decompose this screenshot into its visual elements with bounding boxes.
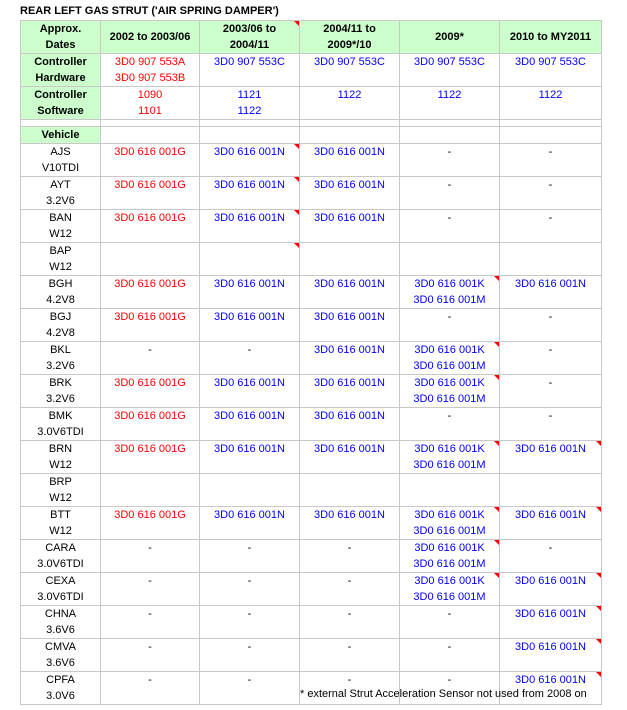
part-cell-4 <box>400 309 500 342</box>
part-cell-1-line-1: 3D0 616 001G <box>114 311 186 323</box>
part-cell-3-line-1: 3D0 616 001N <box>314 377 385 389</box>
part-cell-2-line-1: - <box>247 344 252 356</box>
software-cell-3 <box>300 87 400 120</box>
part-cell-5 <box>500 540 602 573</box>
vehicle-code: BRP <box>49 476 72 488</box>
software-cell-4 <box>400 87 500 120</box>
date-column-3-line-2: 2009*/10 <box>327 39 372 51</box>
vehicle-engine: 3.6V6 <box>46 657 75 669</box>
part-cell-1-line-1: 3D0 616 001G <box>114 179 186 191</box>
part-cell-5-line-1: - <box>548 179 553 191</box>
date-column-4-line-1: 2009* <box>435 31 464 43</box>
part-cell-4 <box>400 540 500 573</box>
vehicle-engine: 4.2V8 <box>46 327 75 339</box>
vehicle-code <box>21 276 101 309</box>
vehicle-code <box>21 210 101 243</box>
part-cell-3 <box>300 243 400 276</box>
part-cell-1 <box>101 243 200 276</box>
part-cell-3 <box>300 408 400 441</box>
part-cell-2-line-1: - <box>247 608 252 620</box>
part-cell-1-line-1: - <box>148 575 152 587</box>
vehicle-row-brn <box>21 441 602 474</box>
software-label-line-1: Controller <box>34 89 87 101</box>
part-cell-5-line-1: 3D0 616 001N <box>515 608 586 620</box>
part-cell-1 <box>101 672 200 705</box>
part-cell-1-line-1: - <box>148 674 152 686</box>
part-cell-4-line-1: - <box>447 179 452 191</box>
spacer-cell <box>21 120 101 127</box>
vehicle-engine: 4.2V8 <box>46 294 75 306</box>
vehicle-row-brk <box>21 375 602 408</box>
part-cell-1 <box>101 540 200 573</box>
date-column-1 <box>101 21 200 54</box>
vehicle-row-brp <box>21 474 602 507</box>
vehicle-row-btt <box>21 507 602 540</box>
part-cell-4 <box>400 375 500 408</box>
part-cell-4-line-1: - <box>447 674 452 686</box>
date-column-2 <box>200 21 300 54</box>
vehicle-engine: 3.0V6 <box>46 690 75 702</box>
part-cell-4 <box>400 606 500 639</box>
hardware-cell-1-line-1: 3D0 907 553A <box>114 56 186 68</box>
part-cell-4-line-2: 3D0 616 001M <box>413 459 486 471</box>
vehicle-code <box>21 408 101 441</box>
part-cell-1 <box>101 177 200 210</box>
vehicle-header-blank <box>500 127 602 144</box>
vehicle-code <box>21 639 101 672</box>
part-cell-4-line-2: 3D0 616 001M <box>413 525 486 537</box>
part-cell-2-line-1: 3D0 616 001N <box>214 509 285 521</box>
vehicle-code: BRK <box>49 377 72 389</box>
part-cell-5 <box>500 210 602 243</box>
part-cell-4-line-2: 3D0 616 001M <box>413 393 486 405</box>
software-cell-2-line-1: 1121 <box>237 89 262 101</box>
part-cell-3-line-1: 3D0 616 001N <box>314 146 385 158</box>
part-cell-3 <box>300 342 400 375</box>
vehicle-code <box>21 573 101 606</box>
date-column-4 <box>400 21 500 54</box>
part-cell-2 <box>200 507 300 540</box>
part-cell-1 <box>101 309 200 342</box>
dates-header-line-2: Dates <box>45 39 76 51</box>
part-cell-2 <box>200 540 300 573</box>
vehicle-code: BAP <box>49 245 72 257</box>
spacer-cell <box>500 120 602 127</box>
vehicle-engine: 3.2V6 <box>46 360 75 372</box>
hardware-cell-2 <box>200 54 300 87</box>
part-cell-4 <box>400 177 500 210</box>
vehicle-row-chna <box>21 606 602 639</box>
part-cell-3-line-1: - <box>347 542 352 554</box>
vehicle-code <box>21 243 101 276</box>
part-cell-2-line-1: - <box>247 641 252 653</box>
sheet-title: REAR LEFT GAS STRUT ('AIR SPRING DAMPER') <box>20 5 279 17</box>
software-cell-1-line-1: 1090 <box>137 89 163 101</box>
dates-header-line-1: Approx. <box>39 23 82 35</box>
part-cell-2 <box>200 144 300 177</box>
hardware-cell-5-line-1: 3D0 907 553C <box>515 56 586 68</box>
part-cell-2 <box>200 408 300 441</box>
part-cell-1-line-1: - <box>148 344 152 356</box>
vehicle-code <box>21 540 101 573</box>
vehicle-code <box>21 309 101 342</box>
spacer-cell <box>400 120 500 127</box>
part-cell-4-line-1: - <box>447 146 452 158</box>
part-cell-3-line-1: - <box>347 608 352 620</box>
part-cell-2-line-1: 3D0 616 001N <box>214 311 285 323</box>
part-cell-4 <box>400 276 500 309</box>
vehicle-header-blank <box>300 127 400 144</box>
part-cell-5-line-1: - <box>548 212 553 224</box>
parts-table <box>20 20 602 705</box>
part-cell-3-line-1: 3D0 616 001N <box>314 311 385 323</box>
part-cell-2 <box>200 606 300 639</box>
hardware-cell-4 <box>400 54 500 87</box>
part-cell-4-line-1: - <box>447 410 452 422</box>
vehicle-header: Vehicle <box>21 127 101 144</box>
vehicle-row-ban <box>21 210 602 243</box>
vehicle-code: BKL <box>50 344 71 356</box>
part-cell-3-line-1: 3D0 616 001N <box>314 509 385 521</box>
part-cell-1-line-1: 3D0 616 001G <box>114 146 186 158</box>
part-cell-1 <box>101 210 200 243</box>
part-cell-4-line-1: 3D0 616 001K <box>414 509 485 521</box>
hardware-row <box>21 54 602 87</box>
part-cell-1 <box>101 342 200 375</box>
part-cell-4-line-2: 3D0 616 001M <box>413 558 486 570</box>
part-cell-3-line-1: 3D0 616 001N <box>314 179 385 191</box>
part-cell-3 <box>300 441 400 474</box>
vehicle-header-blank <box>200 127 300 144</box>
part-cell-3 <box>300 474 400 507</box>
part-cell-3 <box>300 507 400 540</box>
part-cell-2-line-1: 3D0 616 001N <box>214 377 285 389</box>
spacer-cell <box>300 120 400 127</box>
part-cell-5 <box>500 441 602 474</box>
part-cell-1 <box>101 408 200 441</box>
part-cell-5 <box>500 507 602 540</box>
date-column-2-line-2: 2004/11 <box>229 39 270 51</box>
part-cell-2-line-1: 3D0 616 001N <box>214 212 285 224</box>
vehicle-header-blank <box>400 127 500 144</box>
part-cell-1-line-1: - <box>148 641 152 653</box>
part-cell-4-line-1: 3D0 616 001K <box>414 344 485 356</box>
part-cell-3-line-1: - <box>347 674 352 686</box>
part-cell-5 <box>500 342 602 375</box>
part-cell-4 <box>400 408 500 441</box>
part-cell-1 <box>101 276 200 309</box>
header-row <box>21 21 602 54</box>
part-cell-3-line-1: 3D0 616 001N <box>314 344 385 356</box>
software-cell-2-line-2: 1122 <box>237 105 262 117</box>
vehicle-code <box>21 342 101 375</box>
vehicle-engine: 3.2V6 <box>46 195 75 207</box>
part-cell-3 <box>300 144 400 177</box>
part-cell-4-line-1: 3D0 616 001K <box>414 278 485 290</box>
part-cell-3 <box>300 375 400 408</box>
hardware-cell-4-line-1: 3D0 907 553C <box>414 56 485 68</box>
part-cell-2-line-1: 3D0 616 001N <box>214 146 285 158</box>
part-cell-5-line-1: 3D0 616 001N <box>515 509 586 521</box>
part-cell-2-line-1: 3D0 616 001N <box>214 179 285 191</box>
part-cell-3 <box>300 639 400 672</box>
vehicle-code: CMVA <box>45 641 76 653</box>
hardware-cell-1-line-2: 3D0 907 553B <box>114 72 186 84</box>
part-cell-3-line-1: 3D0 616 001N <box>314 278 385 290</box>
vehicle-row-bgj <box>21 309 602 342</box>
vehicle-row-cara <box>21 540 602 573</box>
vehicle-row-bap <box>21 243 602 276</box>
part-cell-2 <box>200 210 300 243</box>
vehicle-code <box>21 672 101 705</box>
vehicle-code: CPFA <box>46 674 75 686</box>
part-cell-3-line-1: - <box>347 575 352 587</box>
vehicle-header-blank <box>101 127 200 144</box>
vehicle-engine: W12 <box>49 228 72 240</box>
vehicle-engine: V10TDI <box>41 162 80 174</box>
part-cell-3 <box>300 276 400 309</box>
part-cell-3 <box>300 210 400 243</box>
part-cell-2 <box>200 672 300 705</box>
part-cell-1 <box>101 573 200 606</box>
part-cell-3-line-1: 3D0 616 001N <box>314 410 385 422</box>
part-cell-1-line-1: 3D0 616 001G <box>114 509 186 521</box>
part-cell-5-line-1: - <box>548 542 553 554</box>
part-cell-4 <box>400 144 500 177</box>
part-cell-4 <box>400 243 500 276</box>
vehicle-row-bgh <box>21 276 602 309</box>
part-cell-4-line-1: 3D0 616 001K <box>414 575 485 587</box>
part-cell-1 <box>101 144 200 177</box>
part-cell-4-line-1: 3D0 616 001K <box>414 443 485 455</box>
part-cell-3 <box>300 540 400 573</box>
vehicle-code: BTT <box>50 509 71 521</box>
date-column-3-line-1: 2004/11 to <box>323 23 376 35</box>
part-cell-4-line-1: - <box>447 311 452 323</box>
part-cell-4 <box>400 441 500 474</box>
part-cell-4 <box>400 507 500 540</box>
part-cell-5-line-1: - <box>548 344 553 356</box>
vehicle-row-bkl <box>21 342 602 375</box>
part-cell-4 <box>400 573 500 606</box>
part-cell-5 <box>500 144 602 177</box>
vehicle-code: BRN <box>48 443 73 455</box>
footnote: * external Strut Acceleration Sensor not used from 2008 on <box>300 688 587 700</box>
part-cell-3 <box>300 177 400 210</box>
part-cell-3 <box>300 309 400 342</box>
vehicle-engine: 3.0V6TDI <box>37 591 84 603</box>
part-cell-2-line-1: - <box>247 542 252 554</box>
part-cell-1-line-1: 3D0 616 001G <box>114 410 186 422</box>
part-cell-3-line-1: - <box>347 641 352 653</box>
vehicle-row-bmk <box>21 408 602 441</box>
part-cell-1 <box>101 441 200 474</box>
vehicle-engine: W12 <box>49 261 72 273</box>
part-cell-5 <box>500 276 602 309</box>
hardware-label-line-2: Hardware <box>35 72 86 84</box>
vehicle-row-cexa <box>21 573 602 606</box>
part-cell-4-line-1: 3D0 616 001K <box>414 377 485 389</box>
date-column-3 <box>300 21 400 54</box>
part-cell-1 <box>101 639 200 672</box>
part-cell-5-line-1: 3D0 616 001N <box>515 278 586 290</box>
vehicle-row-cmva <box>21 639 602 672</box>
software-cell-4-line-1: 1122 <box>437 89 462 101</box>
part-cell-1 <box>101 507 200 540</box>
part-cell-5-line-1: - <box>548 146 553 158</box>
hardware-cell-5 <box>500 54 602 87</box>
software-cell-3-line-1: 1122 <box>337 89 362 101</box>
vehicle-row-ayt <box>21 177 602 210</box>
part-cell-2-line-1: - <box>247 674 252 686</box>
part-cell-5-line-1: 3D0 616 001N <box>515 674 586 686</box>
vehicle-header-row <box>21 127 602 144</box>
part-cell-5-line-1: 3D0 616 001N <box>515 575 586 587</box>
part-cell-5 <box>500 573 602 606</box>
vehicle-engine: W12 <box>49 459 72 471</box>
vehicle-engine: 3.6V6 <box>46 624 75 636</box>
part-cell-1 <box>101 375 200 408</box>
vehicle-engine: W12 <box>49 492 72 504</box>
vehicle-code: BAN <box>49 212 72 224</box>
vehicle-code <box>21 177 101 210</box>
hardware-label-line-1: Controller <box>34 56 87 68</box>
software-cell-1 <box>101 87 200 120</box>
hardware-cell-2-line-1: 3D0 907 553C <box>214 56 285 68</box>
hardware-label <box>21 54 101 87</box>
part-cell-2 <box>200 474 300 507</box>
part-cell-1-line-1: 3D0 616 001G <box>114 278 186 290</box>
part-cell-1-line-1: 3D0 616 001G <box>114 443 186 455</box>
software-cell-5 <box>500 87 602 120</box>
part-cell-2 <box>200 441 300 474</box>
vehicle-code: CARA <box>45 542 76 554</box>
hardware-cell-3-line-1: 3D0 907 553C <box>314 56 385 68</box>
part-cell-2-line-1: 3D0 616 001N <box>214 410 285 422</box>
part-cell-2 <box>200 639 300 672</box>
part-cell-5-line-1: 3D0 616 001N <box>515 443 586 455</box>
vehicle-code <box>21 144 101 177</box>
vehicle-code: AYT <box>50 179 71 191</box>
part-cell-4-line-1: - <box>447 608 452 620</box>
spacer-cell <box>200 120 300 127</box>
vehicle-code <box>21 507 101 540</box>
dates-header <box>21 21 101 54</box>
part-cell-5 <box>500 177 602 210</box>
part-cell-2 <box>200 573 300 606</box>
software-row <box>21 87 602 120</box>
part-cell-2 <box>200 243 300 276</box>
vehicle-engine: 3.0V6TDI <box>37 426 84 438</box>
part-cell-1 <box>101 606 200 639</box>
part-cell-5 <box>500 474 602 507</box>
vehicle-code <box>21 474 101 507</box>
part-cell-2-line-1: 3D0 616 001N <box>214 443 285 455</box>
part-cell-4 <box>400 474 500 507</box>
spacer-row <box>21 120 602 127</box>
software-label <box>21 87 101 120</box>
part-cell-2 <box>200 375 300 408</box>
part-cell-5 <box>500 408 602 441</box>
vehicle-code <box>21 441 101 474</box>
part-cell-5-line-1: 3D0 616 001N <box>515 641 586 653</box>
vehicle-code: BGH <box>48 278 73 290</box>
part-cell-4 <box>400 210 500 243</box>
spacer-cell <box>101 120 200 127</box>
part-cell-4-line-2: 3D0 616 001M <box>413 591 486 603</box>
part-cell-4-line-2: 3D0 616 001M <box>413 360 486 372</box>
part-cell-2 <box>200 342 300 375</box>
vehicle-code: BMK <box>48 410 73 422</box>
part-cell-3-line-1: 3D0 616 001N <box>314 212 385 224</box>
software-cell-2 <box>200 87 300 120</box>
vehicle-code <box>21 375 101 408</box>
part-cell-4-line-1: 3D0 616 001K <box>414 542 485 554</box>
part-cell-4-line-1: - <box>447 641 452 653</box>
part-cell-3 <box>300 606 400 639</box>
part-cell-5-line-1: - <box>548 377 553 389</box>
vehicle-code: CEXA <box>45 575 76 587</box>
part-cell-2 <box>200 177 300 210</box>
vehicle-row-ajs <box>21 144 602 177</box>
part-cell-3-line-1: 3D0 616 001N <box>314 443 385 455</box>
date-column-1-line-1: 2002 to 2003/06 <box>109 31 191 43</box>
vehicle-engine: W12 <box>49 525 72 537</box>
software-label-line-2: Software <box>37 105 84 117</box>
part-cell-4 <box>400 342 500 375</box>
part-cell-2-line-1: - <box>247 575 252 587</box>
vehicle-engine: 3.0V6TDI <box>37 558 84 570</box>
vehicle-code <box>21 606 101 639</box>
part-cell-2 <box>200 309 300 342</box>
date-column-2-line-1: 2003/06 to <box>222 23 277 35</box>
part-cell-5-line-1: - <box>548 410 553 422</box>
date-column-5-line-1: 2010 to MY2011 <box>509 31 592 43</box>
part-cell-2 <box>200 276 300 309</box>
software-cell-5-line-1: 1122 <box>538 89 563 101</box>
vehicle-engine: 3.2V6 <box>46 393 75 405</box>
part-cell-1-line-1: - <box>148 608 152 620</box>
date-column-5 <box>500 21 602 54</box>
part-cell-4-line-1: - <box>447 212 452 224</box>
part-cell-3 <box>300 573 400 606</box>
part-cell-4-line-2: 3D0 616 001M <box>413 294 486 306</box>
part-cell-1-line-1: - <box>148 542 152 554</box>
hardware-cell-3 <box>300 54 400 87</box>
part-cell-4 <box>400 639 500 672</box>
part-cell-5 <box>500 375 602 408</box>
part-cell-5 <box>500 639 602 672</box>
part-cell-5 <box>500 243 602 276</box>
vehicle-code: AJS <box>50 146 71 158</box>
software-cell-1-line-2: 1101 <box>138 105 162 117</box>
part-cell-1-line-1: 3D0 616 001G <box>114 212 186 224</box>
part-cell-5 <box>500 309 602 342</box>
part-cell-1-line-1: 3D0 616 001G <box>114 377 186 389</box>
hardware-cell-1 <box>101 54 200 87</box>
part-cell-5 <box>500 606 602 639</box>
part-cell-1 <box>101 474 200 507</box>
part-cell-2-line-1: 3D0 616 001N <box>214 278 285 290</box>
part-cell-5-line-1: - <box>548 311 553 323</box>
vehicle-code: CHNA <box>44 608 77 620</box>
vehicle-code: BGJ <box>49 311 72 323</box>
